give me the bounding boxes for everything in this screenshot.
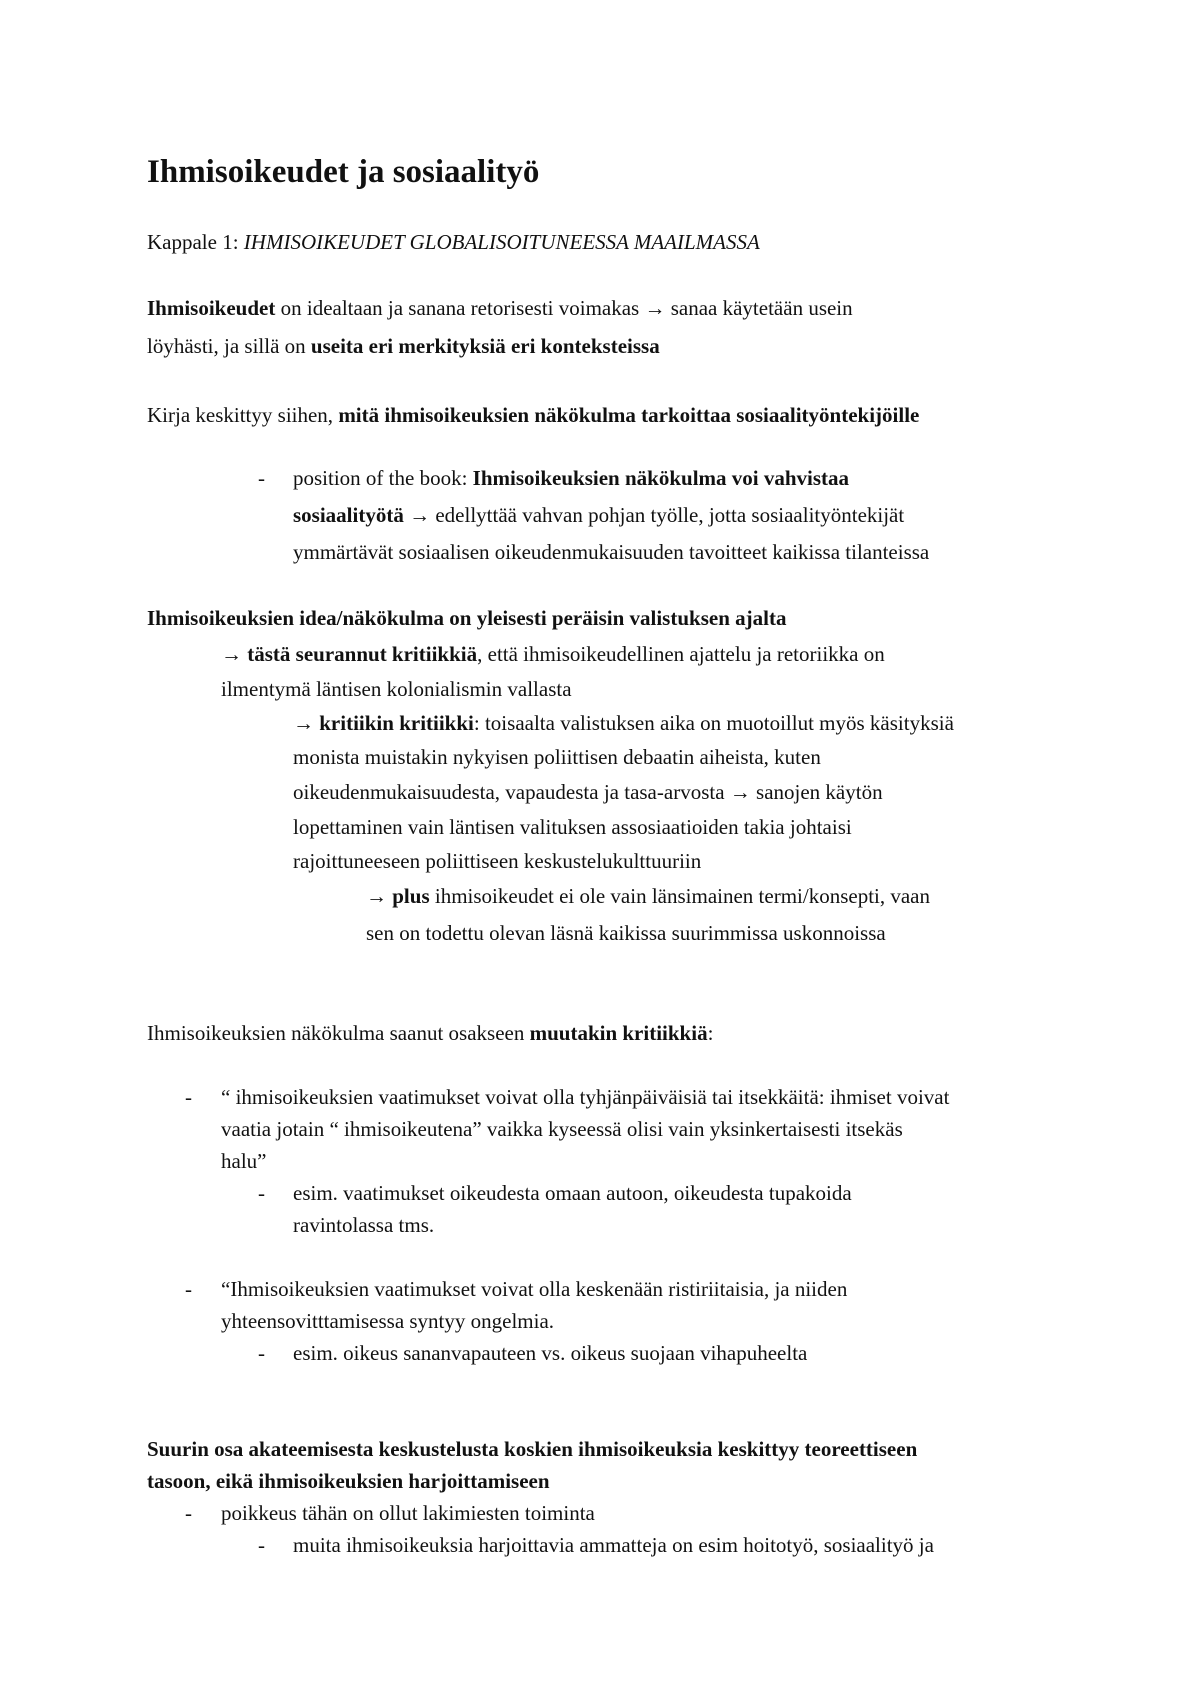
- text-span: löyhästi, ja sillä on: [147, 334, 311, 358]
- text-span: → edellyttää vahvan pohjan työlle, jotta sosiaalityöntekijät: [403, 503, 905, 527]
- paragraph-line: sen on todettu olevan läsnä kaikissa suurimmissa uskonnoissa: [366, 921, 886, 945]
- text-span: :: [707, 1021, 714, 1045]
- paragraph-line: [147, 333, 660, 359]
- paragraph-line: [147, 402, 919, 428]
- bullet-dash: -: [185, 1277, 192, 1301]
- paragraph-line: [221, 641, 885, 667]
- bullet-line: [293, 502, 904, 528]
- bullet-line: “ ihmisoikeuksien vaatimukset voivat olla tyhjänpäiväisiä tai itsekkäitä: ihmiset voivat: [221, 1085, 950, 1109]
- bold-text: sosiaalityötä: [293, 503, 404, 527]
- text-span: : toisaalta valistuksen aika on muotoillut myös käsityksiä: [473, 711, 954, 735]
- paragraph-line: oikeudenmukaisuudesta, vapaudesta ja tasa-arvosta → sanojen käytön: [293, 780, 883, 804]
- text-span: Kirja keskittyy siihen,: [147, 403, 339, 427]
- sub-bullet-dash: -: [258, 1341, 265, 1365]
- sub-bullet-line: esim. oikeus sananvapauteen vs. oikeus suojaan vihapuheelta: [293, 1341, 808, 1365]
- paragraph-line: [147, 295, 853, 321]
- bullet-dash: -: [185, 1501, 192, 1525]
- sub-bullet-line: esim. vaatimukset oikeudesta omaan autoon, oikeudesta tupakoida: [293, 1181, 852, 1205]
- bullet-line: ymmärtävät sosiaalisen oikeudenmukaisuuden tavoitteet kaikissa tilanteissa: [293, 540, 930, 564]
- bold-text: mitä ihmisoikeuksien näkökulma tarkoittaa sosiaalityöntekijöille: [338, 403, 920, 427]
- document-title: Ihmisoikeudet ja sosiaalityö: [147, 154, 540, 190]
- section-heading: Suurin osa akateemisesta keskustelusta koskien ihmisoikeuksia keskittyy teoreettiseen: [147, 1437, 918, 1461]
- section-heading: Ihmisoikeuksien idea/näkökulma on yleisesti peräisin valistuksen ajalta: [147, 606, 787, 630]
- bullet-line: yhteensovitttamisessa syntyy ongelmia.: [221, 1309, 555, 1333]
- sub-bullet-dash: -: [258, 1181, 265, 1205]
- sub-bullet-line: muita ihmisoikeuksia harjoittavia ammatteja on esim hoitotyö, sosiaalityö ja: [293, 1533, 934, 1557]
- bullet-line: poikkeus tähän on ollut lakimiesten toiminta: [221, 1501, 595, 1525]
- paragraph-line: [147, 1020, 713, 1046]
- text-span: ihmisoikeudet ei ole vain länsimainen termi/konsepti, vaan: [429, 884, 931, 908]
- sub-bullet-dash: -: [258, 1533, 265, 1557]
- bold-text: useita eri merkityksiä eri konteksteissa: [310, 334, 660, 358]
- text-span: , että ihmisoikeudellinen ajattelu ja retoriikka on: [477, 642, 885, 666]
- bullet-line: [293, 465, 849, 491]
- bold-term: Ihmisoikeudet: [147, 296, 276, 320]
- bold-text: Ihmisoikeuksien näkökulma voi vahvistaa: [472, 466, 850, 490]
- bullet-line: vaatia jotain “ ihmisoikeutena” vaikka kyseessä olisi vain yksinkertaisesti itsekäs: [221, 1117, 903, 1141]
- bold-text: → plus: [366, 884, 430, 908]
- text-span: position of the book:: [293, 466, 473, 490]
- paragraph-line: [366, 883, 930, 909]
- bullet-line: “Ihmisoikeuksien vaatimukset voivat olla keskenään ristiriitaisia, ja niiden: [221, 1277, 848, 1301]
- bullet-dash: -: [185, 1085, 192, 1109]
- sub-bullet-line: ravintolassa tms.: [293, 1213, 435, 1237]
- paragraph-line: ilmentymä läntisen kolonialismin vallasta: [221, 677, 572, 701]
- paragraph-line: monista muistakin nykyisen poliittisen debaatin aiheista, kuten: [293, 745, 821, 769]
- bold-text: muutakin kritiikkiä: [529, 1021, 708, 1045]
- bullet-dash: -: [258, 466, 265, 490]
- chapter-name: IHMISOIKEUDET GLOBALISOITUNEESSA MAAILMASSA: [243, 230, 760, 254]
- bold-text: → kritiikin kritiikki: [293, 711, 474, 735]
- bold-text: → tästä seurannut kritiikkiä: [221, 642, 478, 666]
- section-heading: tasoon, eikä ihmisoikeuksien harjoittamiseen: [147, 1469, 550, 1493]
- paragraph-line: [293, 710, 954, 736]
- paragraph-line: lopettaminen vain läntisen valituksen assosiaatioiden takia johtaisi: [293, 815, 852, 839]
- text-span: on idealtaan ja sanana retorisesti voimakas → sanaa käytetään usein: [275, 296, 853, 320]
- text-span: Ihmisoikeuksien näkökulma saanut osakseen: [147, 1021, 530, 1045]
- bullet-line: halu”: [221, 1149, 267, 1173]
- chapter-heading: [147, 229, 760, 255]
- chapter-prefix: Kappale 1:: [147, 230, 244, 254]
- paragraph-line: rajoittuneeseen poliittiseen keskustelukulttuuriin: [293, 849, 702, 873]
